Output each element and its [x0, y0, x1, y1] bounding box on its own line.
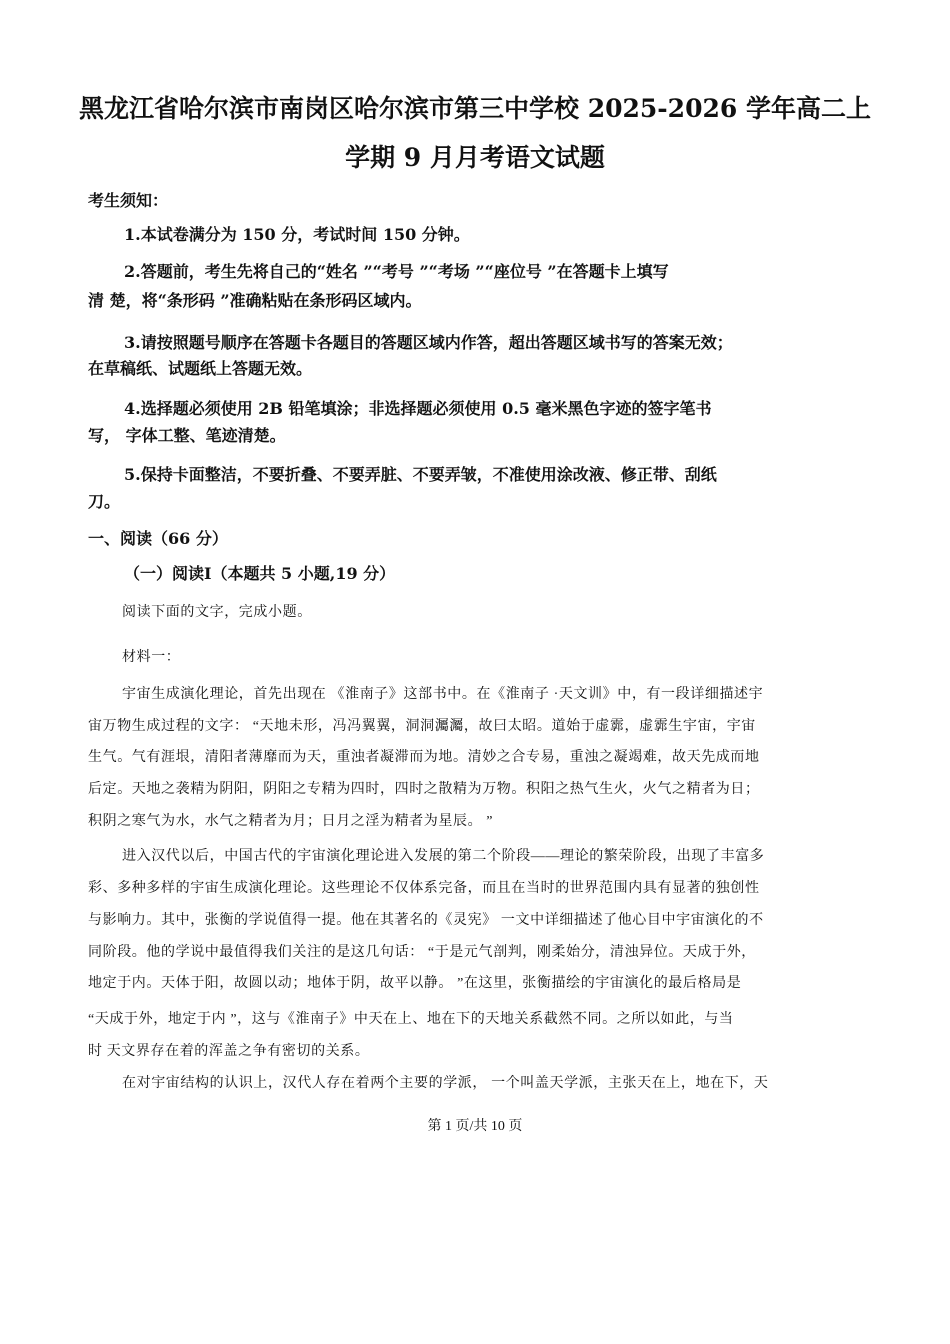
paragraph-line: 与影响力。其中，张衡的学说值得一提。他在其著名的《灵宪》 一文中详细描述了他心目中宇宙演化的不 [88, 913, 764, 928]
notice-line: 清 楚，将“条形码 ”准确粘贴在条形码区域内。 [88, 291, 422, 310]
section-subheading: （一）阅读Ⅰ（本题共 5 小题,19 分） [124, 564, 396, 583]
paragraph-line: 时 天文界存在着的浑盖之争有密切的关系。 [88, 1044, 370, 1059]
paragraph-line: 进入汉代以后，中国古代的宇宙演化理论进入发展的第二个阶段——理论的繁荣阶段，出现了丰富多 [122, 849, 765, 864]
paragraph-line: 宇宙生成演化理论，首先出现在 《淮南子》这部书中。在《淮南子 ·天文训》中，有一段详细描述宇 [122, 687, 764, 702]
paragraph-line: 宙万物生成过程的文字： “天地未形，冯冯翼翼，洞洞灟灟，故曰太昭。道始于虚霩，虚霩生宇宙，宇宙 [88, 719, 756, 734]
material-label: 材料一： [122, 650, 181, 665]
paragraph-line: 地定于内。天体于阳，故圆以动；地体于阴，故平以静。 ”在这里，张衡描绘的宇宙演化的最后格局是 [88, 976, 742, 991]
section-heading: 一、阅读（66 分） [88, 529, 228, 548]
notice-line: 写， 字体工整、笔迹清楚。 [88, 426, 286, 445]
notice-line: 3.请按照题号顺序在答题卡各题目的答题区域内作答，超出答题区域书写的答案无效； [124, 333, 733, 352]
document-title-line-2: 学期 9 月月考语文试题 [345, 143, 605, 172]
paragraph-line: 在对宇宙结构的认识上，汉代人存在着两个主要的学派， 一个叫盖天学派，主张天在上，地在下，天 [122, 1076, 769, 1091]
notice-line: 2.答题前，考生先将自己的“姓名 ”“考号 ”“考场 ”“座位号 ”在答题卡上填写 [124, 262, 669, 281]
paragraph-line: 彩、多种多样的宇宙生成演化理论。这些理论不仅体系完备，而且在当时的世界范围内具有显著的独创性 [88, 881, 760, 896]
paragraph-line: 生气。气有涯垠，清阳者薄靡而为天，重浊者凝滞而为地。清妙之合专易，重浊之凝竭难，故天先成而地 [88, 750, 760, 765]
paragraph-line: 同阶段。他的学说中最值得我们关注的是这几句话： “于是元气剖判，刚柔始分，清浊异位。天成于外， [88, 945, 756, 960]
paragraph-line: 积阴之寒气为水，水气之精者为月；日月之淫为精者为星辰。 ” [88, 814, 494, 829]
notice-line: 5.保持卡面整洁，不要折叠、不要弄脏、不要弄皱，不准使用涂改液、修正带、刮纸 [124, 465, 717, 484]
paragraph-line: 后定。天地之袭精为阴阳，阴阳之专精为四时，四时之散精为万物。积阳之热气生火，火气之精者为日； [88, 782, 760, 797]
paragraph-line: “天成于外，地定于内 ”，这与《淮南子》中天在上、地在下的天地关系截然不同。之所以如此，与当 [88, 1012, 734, 1027]
notice-line: 4.选择题必须使用 2B 铅笔填涂；非选择题必须使用 0.5 毫米黑色字迹的签字笔书 [124, 399, 712, 418]
notice-line: 在草稿纸、试题纸上答题无效。 [88, 359, 313, 378]
page-number-footer: 第 1 页/共 10 页 [427, 1119, 523, 1134]
document-title-line-1: 黑龙江省哈尔滨市南岗区哈尔滨市第三中学校 2025-2026 学年高二上 [79, 94, 871, 123]
notice-line: 1.本试卷满分为 150 分，考试时间 150 分钟。 [124, 225, 470, 244]
reading-instruction: 阅读下面的文字，完成小题。 [122, 605, 312, 620]
notice-line: 刀。 [88, 492, 121, 511]
notice-heading: 考生须知： [88, 191, 169, 210]
